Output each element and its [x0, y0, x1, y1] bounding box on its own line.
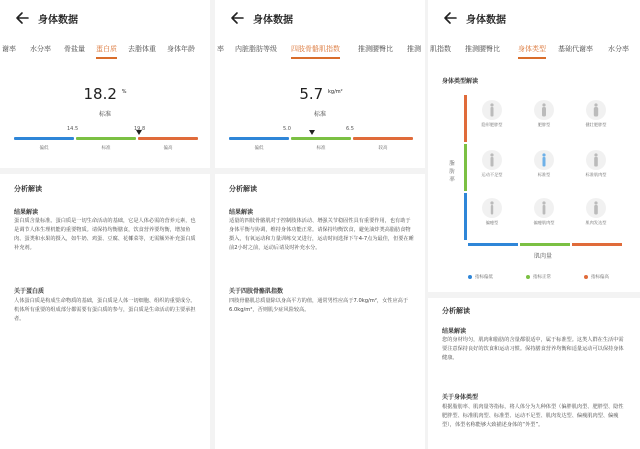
type-obese[interactable] [530, 100, 558, 128]
range-tick-high: 6.5 [346, 126, 354, 132]
about-text: 人体蛋白质是构成生命物质的基础，蛋白质是人体一切细胞、组织的重要成分。机体所有重要的组成部分都需要有蛋白质的参与，蛋白质是生命活动的主要承担者。 [14, 298, 196, 322]
type-label: 偏瘦型 [485, 220, 499, 225]
analysis-title: 分析解读 [442, 307, 470, 315]
tab-muscle-index[interactable]: 肌指数 [430, 45, 451, 53]
tab-water-rate[interactable]: 水分率 [608, 45, 629, 53]
about-title: 关于蛋白质 [14, 288, 45, 295]
page-title: 身体数据 [38, 15, 78, 26]
tab-bone-salt[interactable]: 骨盐量 [64, 45, 85, 53]
muscle-axis-normal [520, 243, 570, 246]
person-icon [489, 153, 495, 167]
about-text: 根据脂肪率、肌肉量等指标，将人体分为九种体型（偏胖肌肉型、肥胖型、隐性肥胖型、标准肌肉型、标准型、运动不足型、肌肉发达型、偏瘦肌肉型、偏瘦型），体型名称能够大致描述身体的“外型”。 [442, 404, 624, 428]
type-standard[interactable] [530, 150, 558, 178]
tab-lean-mass[interactable]: 去脂体重 [128, 45, 156, 53]
value-marker [136, 130, 142, 135]
person-icon [593, 201, 599, 215]
type-thin-muscle[interactable] [530, 198, 558, 226]
range-bar-high [353, 137, 413, 140]
range-label-low: 偏低 [39, 146, 49, 151]
page-title: 身体数据 [466, 15, 506, 26]
type-strong-obese[interactable] [582, 100, 610, 128]
metric-unit: kg/m² [328, 89, 343, 95]
muscle-axis-high [572, 243, 622, 246]
page-title: 身体数据 [253, 15, 293, 26]
back-arrow-icon[interactable] [229, 9, 247, 27]
legend-dot-orange [584, 275, 588, 279]
legend-low: 指标偏低 [468, 274, 493, 280]
panel-protein [0, 0, 210, 449]
type-label: 偏瘦肌肉型 [533, 220, 555, 225]
about-text: 四肢骨骼肌总质量除以身高平方的值，通常男性应高于7.0kg/m²，女性应高于6.0kg/m²，否则肌少症风险较高。 [229, 298, 409, 313]
type-label: 肌肉发达型 [585, 220, 607, 225]
divider [215, 168, 425, 174]
tab-body-type[interactable]: 身体类型 [518, 45, 546, 53]
person-icon [541, 201, 547, 215]
section-title: 身体类型解读 [442, 78, 479, 85]
type-label: 隐形肥胖型 [481, 122, 503, 127]
range-tick-high: 19.8 [134, 126, 146, 132]
metric-status: 标准 [98, 111, 111, 118]
back-arrow-icon[interactable] [442, 9, 460, 27]
tab-metabolic-rate[interactable]: 谢率 [2, 45, 16, 53]
person-icon [489, 201, 495, 215]
type-hidden-obese[interactable] [478, 100, 506, 128]
type-label: 标准肌肉型 [585, 172, 607, 177]
metric-unit: % [121, 89, 127, 95]
divider [0, 168, 210, 174]
tab-protein[interactable]: 蛋白质 [96, 45, 117, 53]
range-label-normal: 标准 [316, 146, 326, 151]
metric-tabs [0, 44, 210, 64]
result-title: 结果解读 [442, 328, 467, 335]
range-bar-low [229, 137, 289, 140]
tab-visceral-fat[interactable]: 内脏脂肪等级 [235, 45, 277, 53]
type-under-exercised[interactable] [478, 150, 506, 178]
muscle-axis-low [468, 243, 518, 246]
type-muscular[interactable] [582, 198, 610, 226]
legend-high: 指标偏高 [584, 274, 609, 280]
result-text: 适量的四肢骨骼肌对于控制肢体活动、增强关节稳固性具有重要作用，也有助于身体平衡与协调，维持身体功能正常。请保持均衡饮食，避免油炸类高脂肪食物摄入，有氧运动和力量训练交叉进行，运动时间选择下午4-7点为最佳，但要在睡前2小时之前，运动后请及时补充水分。 [229, 218, 414, 251]
range-label-normal: 标准 [101, 146, 111, 151]
person-icon [593, 153, 599, 167]
legend-normal: 指标正常 [526, 274, 551, 280]
tab-next[interactable]: 推测 [407, 45, 421, 53]
metric-tabs [428, 44, 640, 64]
panel-body-type [428, 0, 640, 449]
person-icon [489, 103, 495, 117]
analysis-title: 分析解读 [14, 185, 42, 193]
value-marker [309, 130, 315, 135]
metric-tabs [215, 44, 425, 64]
range-tick-low: 14.5 [67, 126, 79, 132]
result-title: 结果解读 [14, 209, 39, 216]
fat-axis-low [464, 193, 467, 240]
type-label: 运动不足型 [481, 172, 503, 177]
person-icon [541, 103, 547, 117]
metric-value: 18.2 % [83, 85, 127, 103]
about-title: 关于四肢骨骼肌指数 [229, 288, 284, 295]
range-bar-normal [291, 137, 351, 140]
type-label: 肥胖型 [537, 122, 551, 127]
result-title: 结果解读 [229, 209, 254, 216]
tab-limb-muscle-index[interactable]: 四肢骨骼肌指数 [291, 45, 340, 53]
analysis-title: 分析解读 [229, 185, 257, 193]
range-tick-low: 5.0 [283, 126, 291, 132]
panel-limb-muscle [215, 0, 425, 449]
muscle-axis-label: 肌肉量 [534, 253, 553, 260]
tab-prev[interactable]: 率 [217, 45, 224, 53]
type-label: 健壮肥胖型 [585, 122, 607, 127]
type-thin[interactable] [478, 198, 506, 226]
person-icon-highlighted [541, 153, 547, 167]
tab-water-rate[interactable]: 水分率 [30, 45, 51, 53]
tab-waist-hip[interactable]: 推测腰臀比 [358, 45, 393, 53]
range-bar-high [138, 137, 198, 140]
tab-waist-hip[interactable]: 推测腰臀比 [465, 45, 500, 53]
fat-axis-normal [464, 144, 467, 191]
range-label-high: 偏高 [163, 146, 173, 151]
result-text: 您的身材均匀，肌肉和脂肪的含量都很适中，属于标准型。这类人群在生活中需要注意保持良好的饮食和运动习惯。保持膳食营养均衡和适量运动可以保持身体健康。 [442, 337, 624, 361]
person-icon [593, 103, 599, 117]
legend-dot-green [526, 275, 530, 279]
range-bar-low [14, 137, 74, 140]
header [215, 8, 425, 32]
legend-dot-blue [468, 275, 472, 279]
range-label-low: 偏低 [254, 146, 264, 151]
range-label-high: 较高 [378, 146, 388, 151]
tab-bmr[interactable]: 基础代谢率 [558, 45, 593, 53]
fat-axis-label: 脂肪率 [449, 161, 455, 183]
metric-value: 5.7 $^{kg/m^2}$ [299, 85, 343, 103]
type-label: 标准型 [537, 172, 551, 177]
divider [428, 292, 640, 298]
tab-body-age[interactable]: 身体年龄 [167, 45, 195, 53]
metric-status: 标准 [313, 111, 326, 118]
type-standard-muscle[interactable] [582, 150, 610, 178]
result-text: 蛋白质含量标准。蛋白质是一切生命活动的基础，它是人体必需的营养元素，也是调节人体生理机能的重要物质。请保持均衡膳食，饮食营养要均衡，增加鱼肉、蛋类和水果的摄入，如牛奶、鸡蛋、豆腐、花椰菜等，无需额外补充蛋白质补充剂。 [14, 218, 196, 251]
header [428, 8, 640, 32]
fat-axis-high [464, 95, 467, 142]
about-title: 关于身体类型 [442, 394, 479, 401]
range-bar-normal [76, 137, 136, 140]
header [0, 8, 210, 32]
back-arrow-icon[interactable] [14, 9, 32, 27]
